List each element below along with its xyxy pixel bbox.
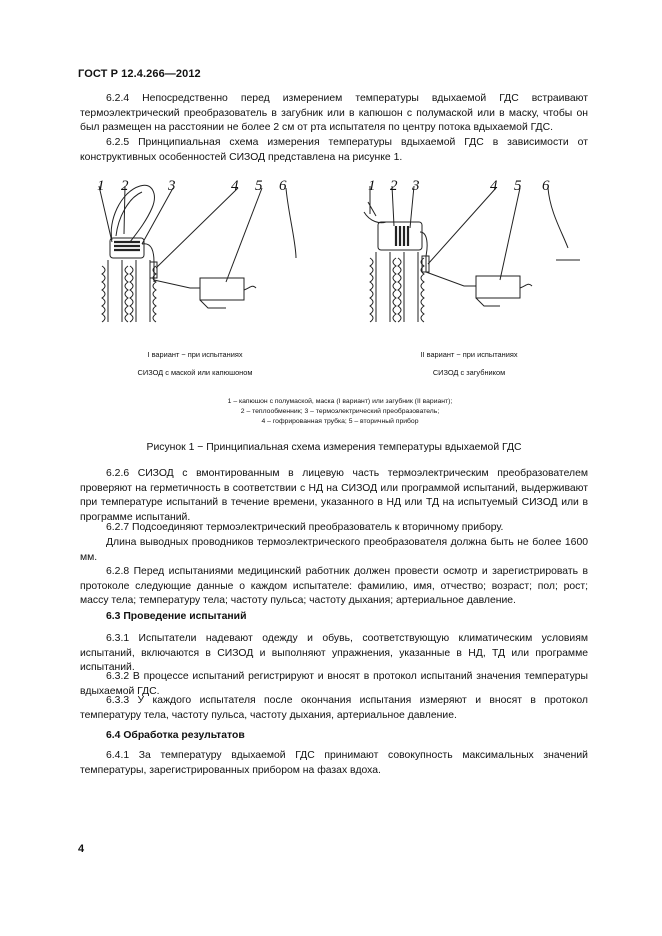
paragraph-6-3-3: 6.3.3 У каждого испытателя после окончания испытания измеряют и вносят в протокол температуру тела, частоту пульса, частоту дыхания, артериальное давление.	[80, 695, 588, 721]
label-6-left: 6	[279, 178, 287, 194]
figure-1-diagram	[80, 172, 580, 362]
paragraph-6-2-6: 6.2.6 СИЗОД с вмонтированным в лицевую часть термоэлектрическим преобразователем проверяют на герметичность в соответствии с НД на СИЗОД или программой испытаний, выдерживают при температуре испытаний в течение времени, указанного в НД или ТД на испытуемый СИЗОД или в программе испытаний.	[80, 468, 588, 523]
paragraph-6-2-7-length: Длина выводных проводников термоэлектрического преобразователя должна быть не более 1600 мм.	[80, 537, 588, 563]
label-3-left: 3	[168, 178, 176, 194]
label-4-left: 4	[231, 178, 239, 194]
variant-2-caption-line1: II вариант − при испытаниях	[420, 350, 518, 359]
document-header: ГОСТ Р 12.4.266—2012	[78, 68, 201, 80]
label-1-left: 1	[97, 178, 105, 194]
label-2-right: 2	[390, 178, 398, 194]
section-6-4-title: 6.4 Обработка результатов	[106, 730, 245, 741]
paragraph-6-2-5: 6.2.5 Принципиальная схема измерения температуры вдыхаемой ГДС в зависимости от конструктивных особенностей СИЗОД представлена на рисунке 1.	[80, 137, 588, 163]
variant-2-drawing	[364, 186, 580, 322]
figure-legend-line1: 1 – капюшон с полумаской, маска (I вариант) или загубник (II вариант);	[227, 398, 453, 405]
figure-legend-line2: 2 – теплообменник; 3 – термоэлектрический преобразователь;	[240, 408, 440, 415]
paragraph-6-3-2: 6.3.2 В процессе испытаний регистрируют и вносят в протокол испытаний значения температуры вдыхаемой ГДС.	[80, 671, 588, 697]
paragraph-6-3-1: 6.3.1 Испытатели надевают одежду и обувь, соответствующую климатическим условиям испытаний, включаются в СИЗОД и выполняют упражнения, указанные в НД, ТД или программе испытаний.	[80, 633, 588, 674]
label-1-right: 1	[368, 178, 376, 194]
page-number: 4	[78, 843, 85, 855]
figure-title: Рисунок 1 − Принципиальная схема измерения температуры вдыхаемой ГДС	[146, 442, 522, 453]
label-5-left: 5	[255, 178, 263, 194]
variant-2-caption-line2: СИЗОД с загубником	[432, 368, 506, 377]
label-2-left: 2	[121, 178, 129, 194]
label-6-right: 6	[542, 178, 550, 194]
label-5-right: 5	[514, 178, 522, 194]
label-4-right: 4	[490, 178, 498, 194]
section-6-3-title: 6.3 Проведение испытаний	[106, 611, 247, 622]
variant-1-drawing	[99, 185, 296, 322]
paragraph-6-2-7: 6.2.7 Подсоединяют термоэлектрический преобразователь к вторичному прибору.	[106, 522, 504, 533]
variant-1-caption-line1: I вариант − при испытаниях	[147, 350, 243, 359]
label-3-right: 3	[412, 178, 420, 194]
paragraph-6-4-1: 6.4.1 За температуру вдыхаемой ГДС принимают совокупность максимальных значений температуры, зарегистрированных прибором на фазах вдоха.	[80, 750, 588, 776]
paragraph-6-2-8: 6.2.8 Перед испытаниями медицинский работник должен провести осмотр и зарегистрировать в протоколе следующие данные о каждом испытателе: фамилию, имя, отчество; возраст; пол; рост; массу тела; температуру тела; частоту пульса; частоту дыхания; артериальное давление.	[80, 566, 588, 607]
variant-1-caption-line2: СИЗОД с маской или капюшоном	[137, 368, 253, 377]
figure-legend-line3: 4 – гофрированная трубка; 5 – вторичный прибор	[261, 418, 419, 425]
paragraph-6-2-4: 6.2.4 Непосредственно перед измерением температуры вдыхаемой ГДС встраивают термоэлектрический преобразователь в загубник или в капюшон с полумаской или в маску, чтобы он был размещен на расстоянии не более 2 см от рта испытателя по центру потока вдыхаемой ГДС.	[80, 93, 588, 134]
